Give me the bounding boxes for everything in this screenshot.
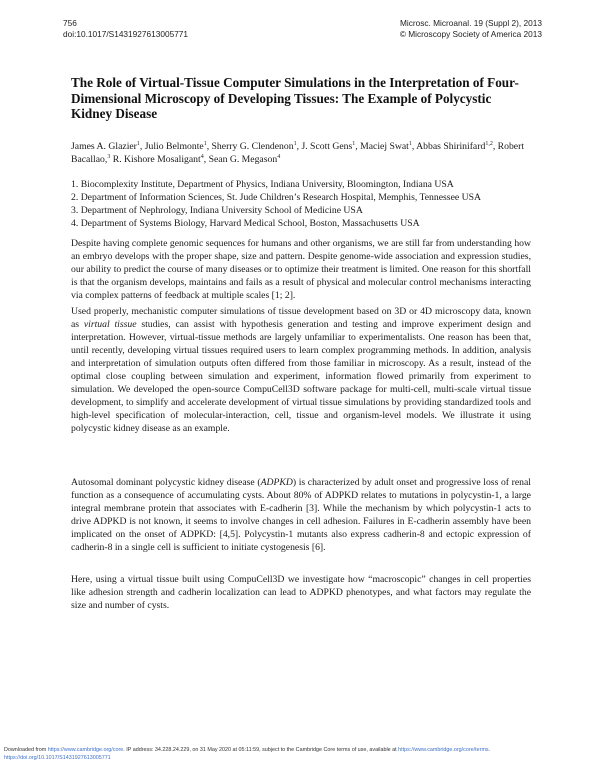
author: Sherry G. Clendenon$^1$, bbox=[211, 141, 302, 152]
footer-line-1: Downloaded from https://www.cambridge.org/core. IP address: 34.228.24.229, on 31 May 2020 at 05:11:59, subject to the Cambridge Core terms of use, available at https://www.cambridge.org/core/terms. bbox=[4, 747, 491, 753]
author: Sean G. Megason$^4$ bbox=[208, 154, 281, 165]
terms-link[interactable]: https://www.cambridge.org/core/terms bbox=[398, 747, 489, 753]
footer-line-2 bbox=[4, 754, 596, 762]
paragraph-approach: Here, using a virtual tissue built using CompuCell3D we investigate how “macroscopic” changes in cell properties like adhesion strength and cadherin localization can lead to ADPKD phenotypes, and what factors may regulate the size and number of cysts. bbox=[71, 574, 531, 611]
affiliation: 3. Department of Nephrology, Indiana University School of Medicine USA bbox=[71, 205, 363, 216]
page-number: 756 bbox=[63, 18, 77, 28]
author: Julio Belmonte$^1$, bbox=[144, 141, 212, 152]
paragraph-adpkd: Autosomal dominant polycystic kidney disease (ADPKD) is characterized by adult onset and progressive loss of renal function as a consequence of accumulating cysts. About 80% of ADPKD relates to mutations in polycystin-1, a large integral membrane protein that associates with E-cadherin [3]. While the mechanism by which polycystin-1 acts to drive ADPKD is not known, it seems to involve changes in cell adhesion. Failures in E-cadherin assembly have been implicated on the onset of ADPKD: [4,5]. Polycystin-1 mutants also express cadherin-8 and ectopic expression of cadherin-8 in a single cell is sufficient to initiate cystogenesis [6]. bbox=[71, 477, 531, 553]
author: Robert Bacallao,$^3$ bbox=[71, 141, 525, 165]
header-right bbox=[400, 18, 542, 39]
paragraph-virtual-tissue: Used properly, mechanistic computer simulations of tissue development based on 3D or 4D microscopy data, known as virtual tissue studies, can assist with hypothesis generation and testing and improve experiment design and interpretation. However, virtual-tissue methods are largely unfamiliar to experimentalists. One reason has been that, until recently, developing virtual tissues required users to learn complex programming methods. In addition, analysis and interpretation of simulation outputs often differed from those familiar in microscopy. As a result, instead of the optimal close coupling between simulation and experiment, information flowed primarily from experiment to simulation. We developed the open-source CompuCell3D software package for multi-cell, multi-scale virtual tissue development, to simplify and accelerate development of virtual tissue simulations by providing standardized tools and high-level specification of molecular-interaction, cell, tissue and organism-level models. We illustrate it using polycystic kidney disease as an example. bbox=[71, 306, 531, 434]
download-footer bbox=[4, 746, 596, 762]
author: R. Kishore Mosaligant$^4$, bbox=[112, 154, 209, 165]
doi: doi:10.1017/S1431927613005771 bbox=[63, 28, 189, 39]
author: Maciej Swat$^1$, bbox=[360, 141, 417, 152]
author: Abbas Shirinifard$^{1,2}$, bbox=[416, 141, 498, 152]
affiliation: 1. Biocomplexity Institute, Department of Physics, Indiana University, Bloomington, Indiana USA bbox=[71, 179, 454, 190]
doi-link[interactable]: https://doi.org/10.1017/S1431927613005771 bbox=[4, 755, 111, 761]
paragraph-intro: Despite having complete genomic sequences for humans and other organisms, we are still far from understanding how an embryo develops with the proper shape, size and pattern. Despite genome-wide association and expression studies, our ability to predict the course of many diseases or to optimize their treatment is limited. One reason for this shortfall is that the organism develops, maintains and fails as a result of physical and molecular control mechanisms interacting via complex patterns of feedback at multiple scales [1; 2]. bbox=[71, 238, 531, 301]
affiliation-list bbox=[71, 178, 551, 230]
paper-title: The Role of Virtual-Tissue Computer Simulations in the Interpretation of Four-Dimensional Microscopy of Developing Tissues: The Example of Polycystic Kidney Disease bbox=[71, 75, 519, 122]
affiliation: 4. Department of Systems Biology, Harvard Medical School, Boston, Massachusetts USA bbox=[71, 218, 420, 229]
author: J. Scott Gens$^1$, bbox=[301, 141, 361, 152]
copyright: © Microscopy Society of America 2013 bbox=[399, 28, 542, 39]
author: James A. Glazier$^1$, bbox=[71, 141, 145, 152]
header-left bbox=[63, 18, 188, 39]
journal-citation: Microsc. Microanal. 19 (Suppl 2), 2013 bbox=[399, 18, 542, 28]
affiliation: 2. Department of Information Sciences, St. Jude Children’s Research Hospital, Memphis, Tennessee USA bbox=[71, 192, 481, 203]
cambridge-core-link[interactable]: https://www.cambridge.org/core bbox=[47, 747, 124, 753]
author-list bbox=[71, 140, 541, 166]
